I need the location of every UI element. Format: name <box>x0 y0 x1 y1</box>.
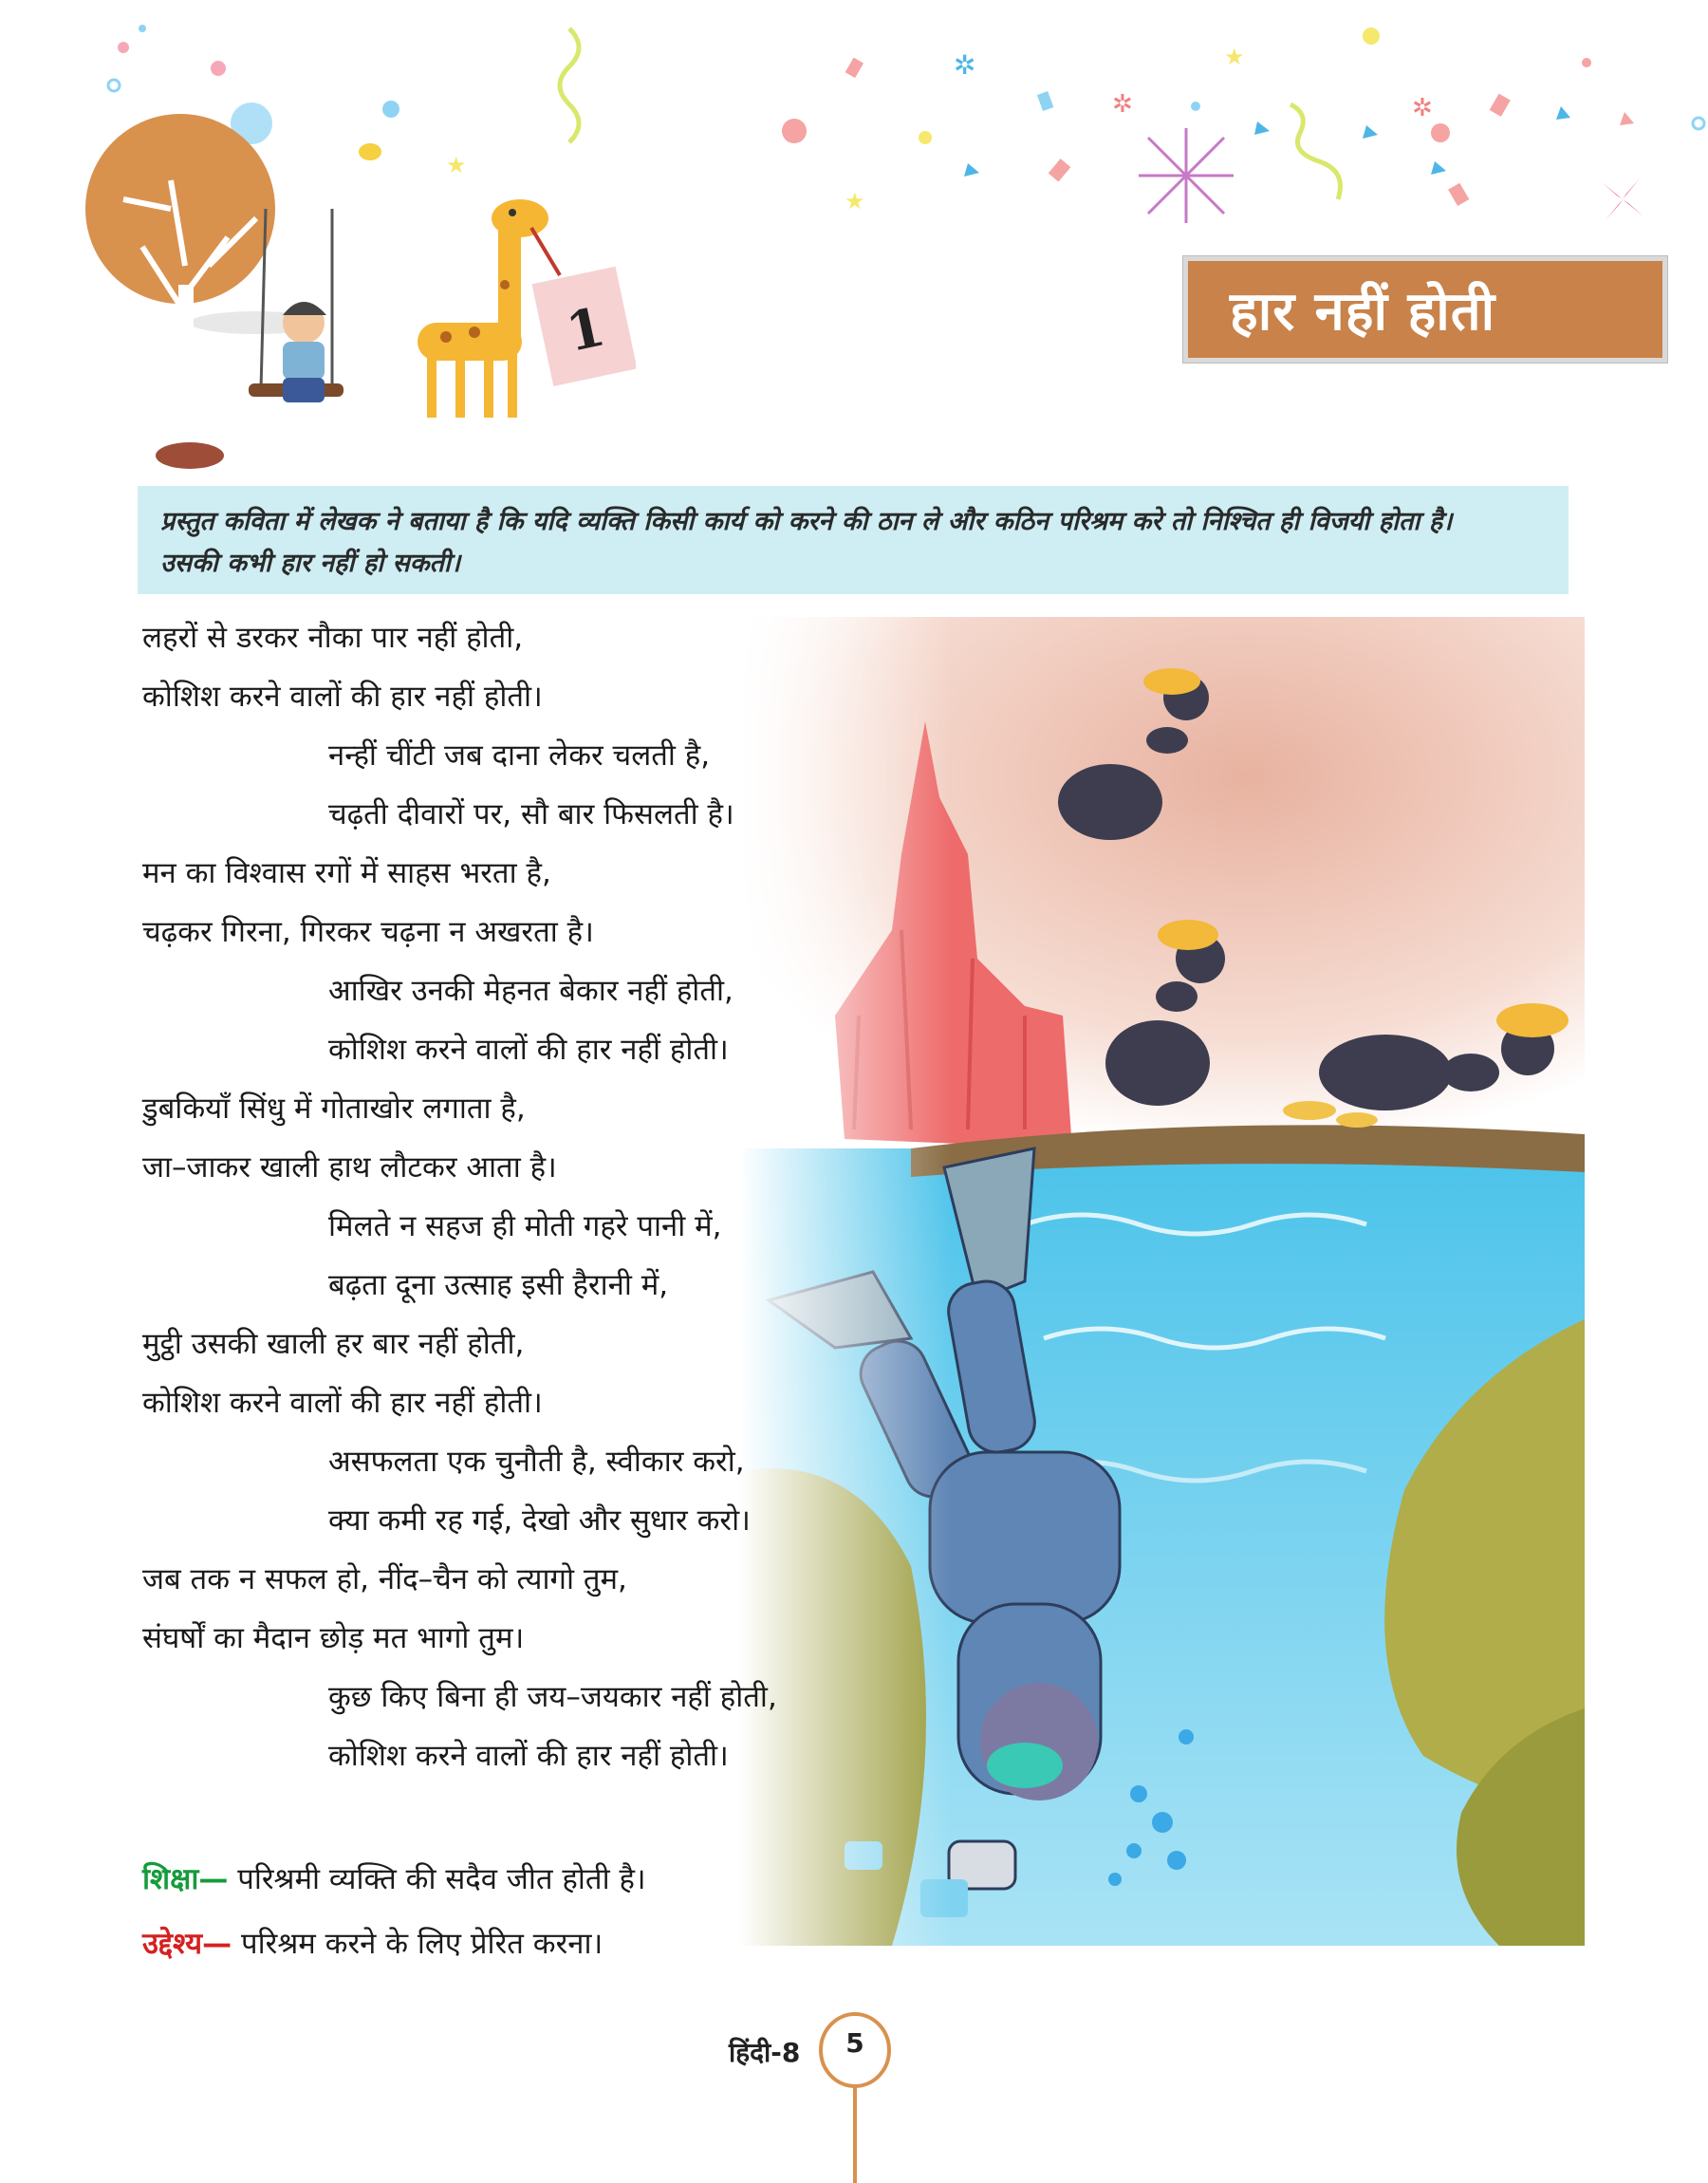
purpose-line <box>142 1923 603 1963</box>
poem-line: संघर्षों का मैदान छोड़ मत भागो तुम। <box>142 1621 525 1655</box>
poem-line: कोशिश करने वालों की हार नहीं होती। <box>328 1033 729 1067</box>
chapter-header-illustration <box>66 95 636 475</box>
intro-line: उसकी कभी हार नहीं हो सकती। <box>160 549 461 578</box>
poem-line: मुट्ठी उसकी खाली हर बार नहीं होती, <box>142 1327 525 1361</box>
svg-text:★: ★ <box>446 152 467 178</box>
poem-line: लहरों से डरकर नौका पार नहीं होती, <box>142 621 524 655</box>
poem-line: डुबकियाँ सिंधु में गोताखोर लगाता है, <box>142 1092 526 1126</box>
poem-line: क्या कमी रह गई, देखो और सुधार करो। <box>328 1503 751 1538</box>
ants-and-diver-illustration <box>740 617 1585 1946</box>
poem-line: कोशिश करने वालों की हार नहीं होती। <box>142 680 543 714</box>
page-number-badge <box>816 2010 894 2094</box>
poem-line: चढ़कर गिरना, गिरकर चढ़ना न अखरता है। <box>142 915 594 949</box>
svg-text:✲: ✲ <box>1412 94 1433 122</box>
poem-line: बढ़ता दूना उत्साह इसी हैरानी में, <box>328 1268 669 1302</box>
intro-box <box>138 486 1569 594</box>
purpose-text: परिश्रम करने के लिए प्रेरित करना। <box>232 1927 603 1961</box>
svg-text:★: ★ <box>1224 44 1245 70</box>
title-banner <box>1183 256 1667 363</box>
svg-text:★: ★ <box>845 188 865 215</box>
lesson-label: शिक्षा— <box>142 1862 229 1896</box>
poem-line: मिलते न सहज ही मोती गहरे पानी में, <box>328 1209 722 1243</box>
lesson-line <box>142 1858 646 1898</box>
lesson-text: परिश्रमी व्यक्ति की सदैव जीत होती है। <box>228 1862 646 1896</box>
poem-line: असफलता एक चुनौती है, स्वीकार करो, <box>328 1445 745 1479</box>
poem-line: नन्हीं चींटी जब दाना लेकर चलती है, <box>328 738 711 773</box>
poem-line: जा–जाकर खाली हाथ लौटकर आता है। <box>142 1150 557 1185</box>
intro-line: प्रस्तुत कविता में लेखक ने बताया है कि यदि व्यक्ति किसी कार्य को करने की ठान ले और कठिन परिश्रम करे तो निश्चित ही विजयी होता है। <box>160 507 1453 536</box>
book-name: हिंदी-8 <box>729 2037 801 2068</box>
svg-text:✲: ✲ <box>954 49 976 81</box>
chapter-number: 1 <box>561 295 611 364</box>
poem-line: कोशिश करने वालों की हार नहीं होती। <box>142 1386 543 1420</box>
poem-line: आखिर उनकी मेहनत बेकार नहीं होती, <box>328 974 733 1008</box>
intro-text <box>160 501 1546 585</box>
poem-line: चढ़ती दीवारों पर, सौ बार फिसलती है। <box>328 797 734 831</box>
poem-line: जब तक न सफल हो, नींद–चैन को त्यागो तुम, <box>142 1562 627 1596</box>
poem-line: कुछ किए बिना ही जय–जयकार नहीं होती, <box>328 1680 777 1714</box>
poem-line: कोशिश करने वालों की हार नहीं होती। <box>328 1739 729 1773</box>
page-number: 5 <box>845 2027 864 2059</box>
svg-text:✲: ✲ <box>1112 90 1133 119</box>
poem-line: मन का विश्वास रगों में साहस भरता है, <box>142 856 551 890</box>
poem-title: हार नहीं होती <box>1230 281 1496 343</box>
purpose-label: उद्देश्य— <box>142 1927 232 1961</box>
